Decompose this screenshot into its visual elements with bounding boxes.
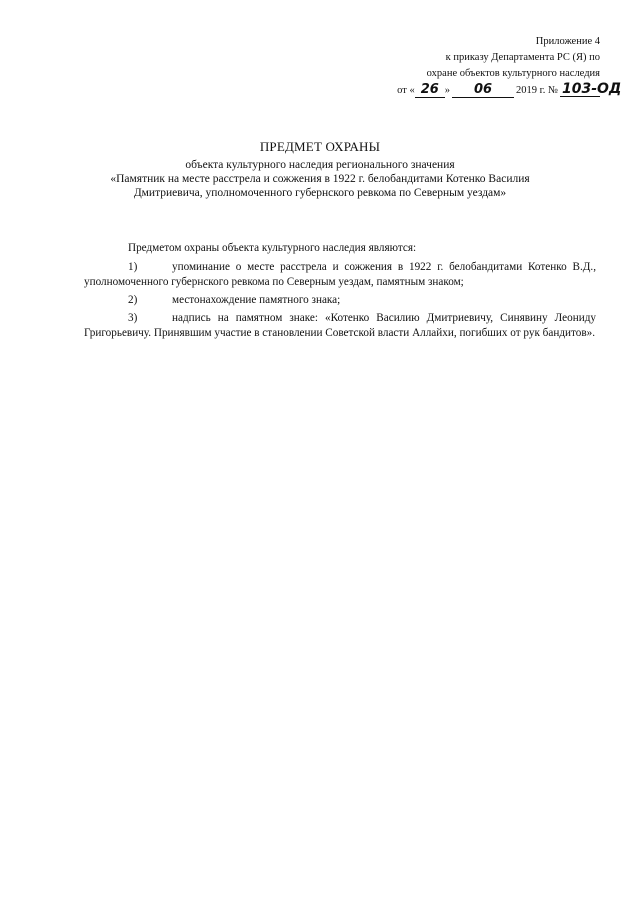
list-item-text: упоминание о месте расстрела и сожжения в 1922 г. белобандитами Котенко В.Д., уполномоченного губернского ревкома по Северным уездам, памятным знаком;: [84, 261, 596, 288]
order-date-line: [360, 81, 622, 99]
handwritten-order-number: 103-ОД: [562, 81, 622, 97]
title-object-name-line2: Дмитриевича, уполномоченного губернского ревкома по Северным уездам»: [133, 187, 507, 199]
body-intro: Предметом охраны объекта культурного наследия являются:: [128, 242, 417, 254]
list-item: [84, 260, 596, 290]
list-item: [84, 293, 596, 308]
list-item-number: 3): [128, 312, 138, 324]
list-item-number: 1): [128, 261, 138, 273]
appendix-order-reference: к приказу Департамента РС (Я) по: [445, 52, 600, 63]
appendix-header: [360, 34, 622, 99]
handwritten-day: 26: [415, 83, 445, 98]
list-item-text: надпись на памятном знаке: «Котенко Василию Дмитриевичу, Синявину Леониду Григорьевичу. Принявшим участие в становлении Советской власти Аллайхи, погибших от рук бандитов».: [84, 312, 596, 339]
appendix-department: охране объектов культурного наследия: [426, 68, 600, 79]
title-object-name-line1: «Памятник на месте расстрела и сожжения в 1922 г. белобандитами Котенко Василия: [110, 173, 530, 185]
handwritten-month: 06: [452, 83, 514, 98]
year-and-number-label: 2019 г. №: [515, 85, 558, 96]
document-title: [60, 140, 580, 200]
appendix-number: Приложение 4: [535, 36, 600, 47]
date-prefix: от «: [397, 85, 415, 96]
list-item-number: 2): [128, 294, 138, 306]
date-day-close: »: [444, 85, 450, 96]
title-main: ПРЕДМЕТ ОХРАНЫ: [259, 139, 381, 154]
title-object-type: объекта культурного наследия регионального значения: [185, 159, 455, 171]
document-body: [84, 241, 596, 344]
list-item-text: местонахождение памятного знака;: [172, 294, 341, 306]
list-item: [84, 311, 596, 341]
